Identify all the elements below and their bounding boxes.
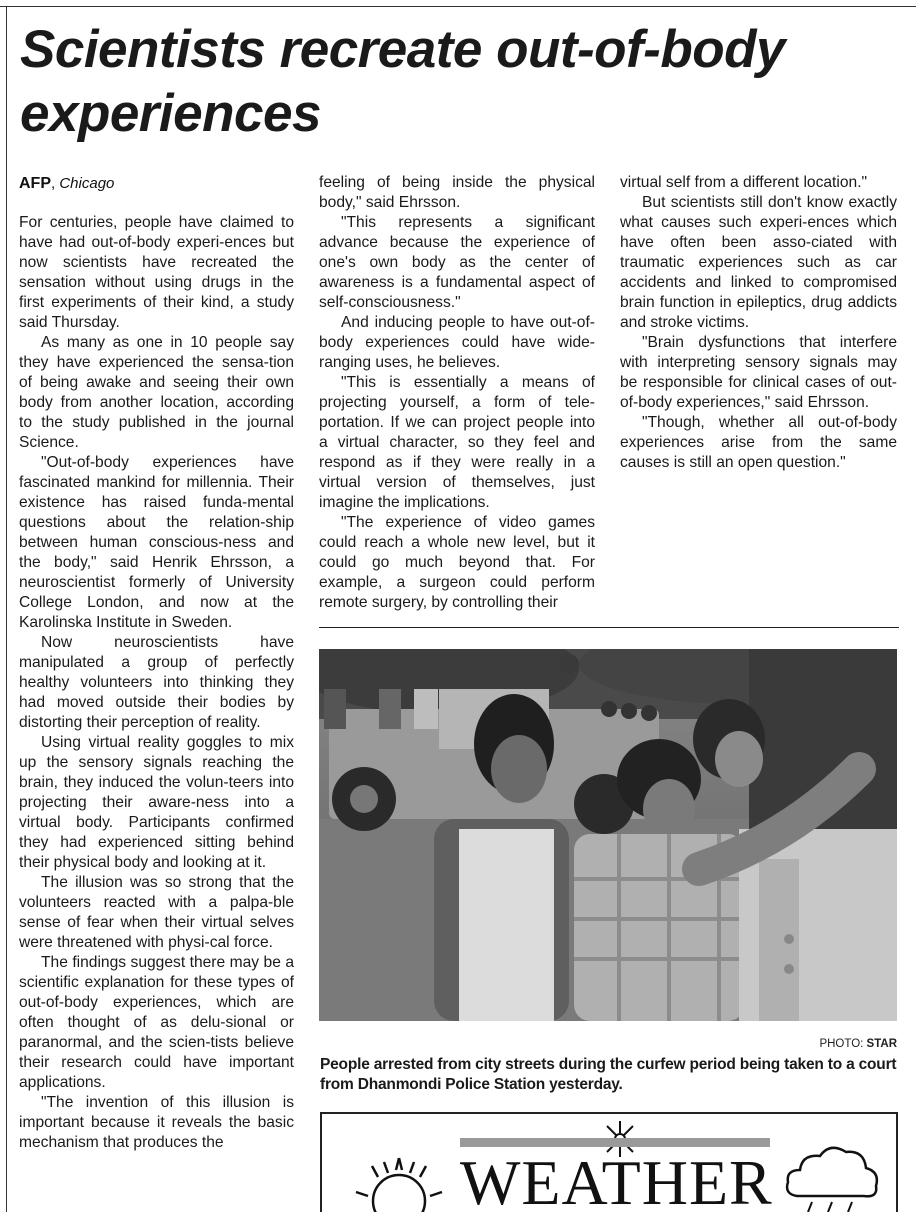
photo-credit (740, 1038, 897, 1050)
weather-title: WEATHER (460, 1147, 773, 1212)
paragraph: "The invention of this illusion is important because it reveals the basic mechanism that produces the (19, 1094, 294, 1151)
page-left-rule (6, 6, 7, 1212)
paragraph: "This is essentially a means of projecting yourself, a form of tele-portation. If we can project people into a virtual character, so they feel and respond as if they were really in a virtual version of themselves, just imagine the implications. (319, 374, 595, 511)
weather-box (320, 1112, 898, 1212)
paragraph: "Brain dysfunctions that interfere with interpreting sensory signals may be responsible for clinical cases of out-of-body experiences," said Ehrsson. (620, 334, 897, 411)
paragraph: But scientists still don't know exactly what causes such experi-ences which have often been asso-ciated with traumatic experiences such as car accidents and linked to compromised brain function in epileptics, drug addicts and stroke victims. (620, 194, 897, 331)
news-photo-graphic (319, 649, 897, 1021)
paragraph: "Though, whether all out-of-body experiences arise from the same causes is still an open question." (620, 414, 897, 471)
article-column-2 (319, 173, 595, 613)
byline-location: Chicago (59, 175, 115, 192)
page-top-rule (0, 6, 916, 7)
photo-credit-prefix: PHOTO: (819, 1038, 864, 1050)
article-headline: Scientists recreate out-of-body experiences (20, 20, 785, 143)
cloud-rain-icon (782, 1136, 882, 1212)
photo-caption: People arrested from city streets during the curfew period being taken to a court from Dhanmondi Police Station yesterday. (320, 1056, 897, 1093)
paragraph: virtual self from a different location." (620, 174, 868, 191)
photo-credit-source: STAR (866, 1038, 897, 1050)
sun-icon (344, 1136, 454, 1212)
paragraph: feeling of being inside the physical body," said Ehrsson. (319, 174, 595, 211)
paragraph: "The experience of video games could reach a whole new level, but it could go much beyond that. For example, a surgeon could perform remote surgery, by controlling their (319, 514, 595, 611)
article-column-3 (620, 173, 897, 473)
byline: AFP, Chicago (19, 175, 115, 192)
paragraph: Using virtual reality goggles to mix up the sensory signals reaching the brain, they induced the volun-teers into projecting their aware-ness into a virtual body. Participants confirmed they had experienced sitting behind their physical body and looking at it. (19, 734, 294, 871)
paragraph: "This represents a significant advance because the experience of one's own body as the center of awareness is a fundamental aspect of self-consciousness." (319, 214, 595, 311)
weather-title-bar (460, 1138, 770, 1147)
paragraph: As many as one in 10 people say they have experienced the sensa-tion of being awake and seeing their own body from another location, according to the study published in the journal Science. (19, 334, 294, 451)
paragraph: And inducing people to have out-of-body experiences could have wide-ranging uses, he believes. (319, 314, 595, 371)
photo-divider (319, 627, 899, 628)
article-column-1 (19, 213, 294, 1153)
paragraph: The findings suggest there may be a scientific explanation for these types of out-of-body experiences, which are often thought of as delu-sional or paranormal, and the scien-tists believe their research could have important applications. (19, 954, 294, 1091)
paragraph: Now neuroscientists have manipulated a group of perfectly healthy volunteers into thinking they had moved outside their bodies by distorting their perception of reality. (19, 634, 294, 731)
news-photo (319, 649, 897, 1021)
paragraph: For centuries, people have claimed to have had out-of-body experi-ences but now scientists have recreated the sensation without using drugs in the first experiments of their kind, a study said Thursday. (19, 214, 294, 331)
paragraph: The illusion was so strong that the volunteers reacted with a palpa-ble sense of fear when their virtual selves were threatened with physi-cal force. (19, 874, 294, 951)
byline-agency: AFP (19, 175, 51, 192)
paragraph: "Out-of-body experiences have fascinated mankind for millennia. Their existence has raised funda-mental questions about the relation-ship between human conscious-ness and the body," said Henrik Ehrsson, a neuroscientist formerly of University College London, and now at the Karolinska Institute in Sweden. (19, 454, 294, 631)
